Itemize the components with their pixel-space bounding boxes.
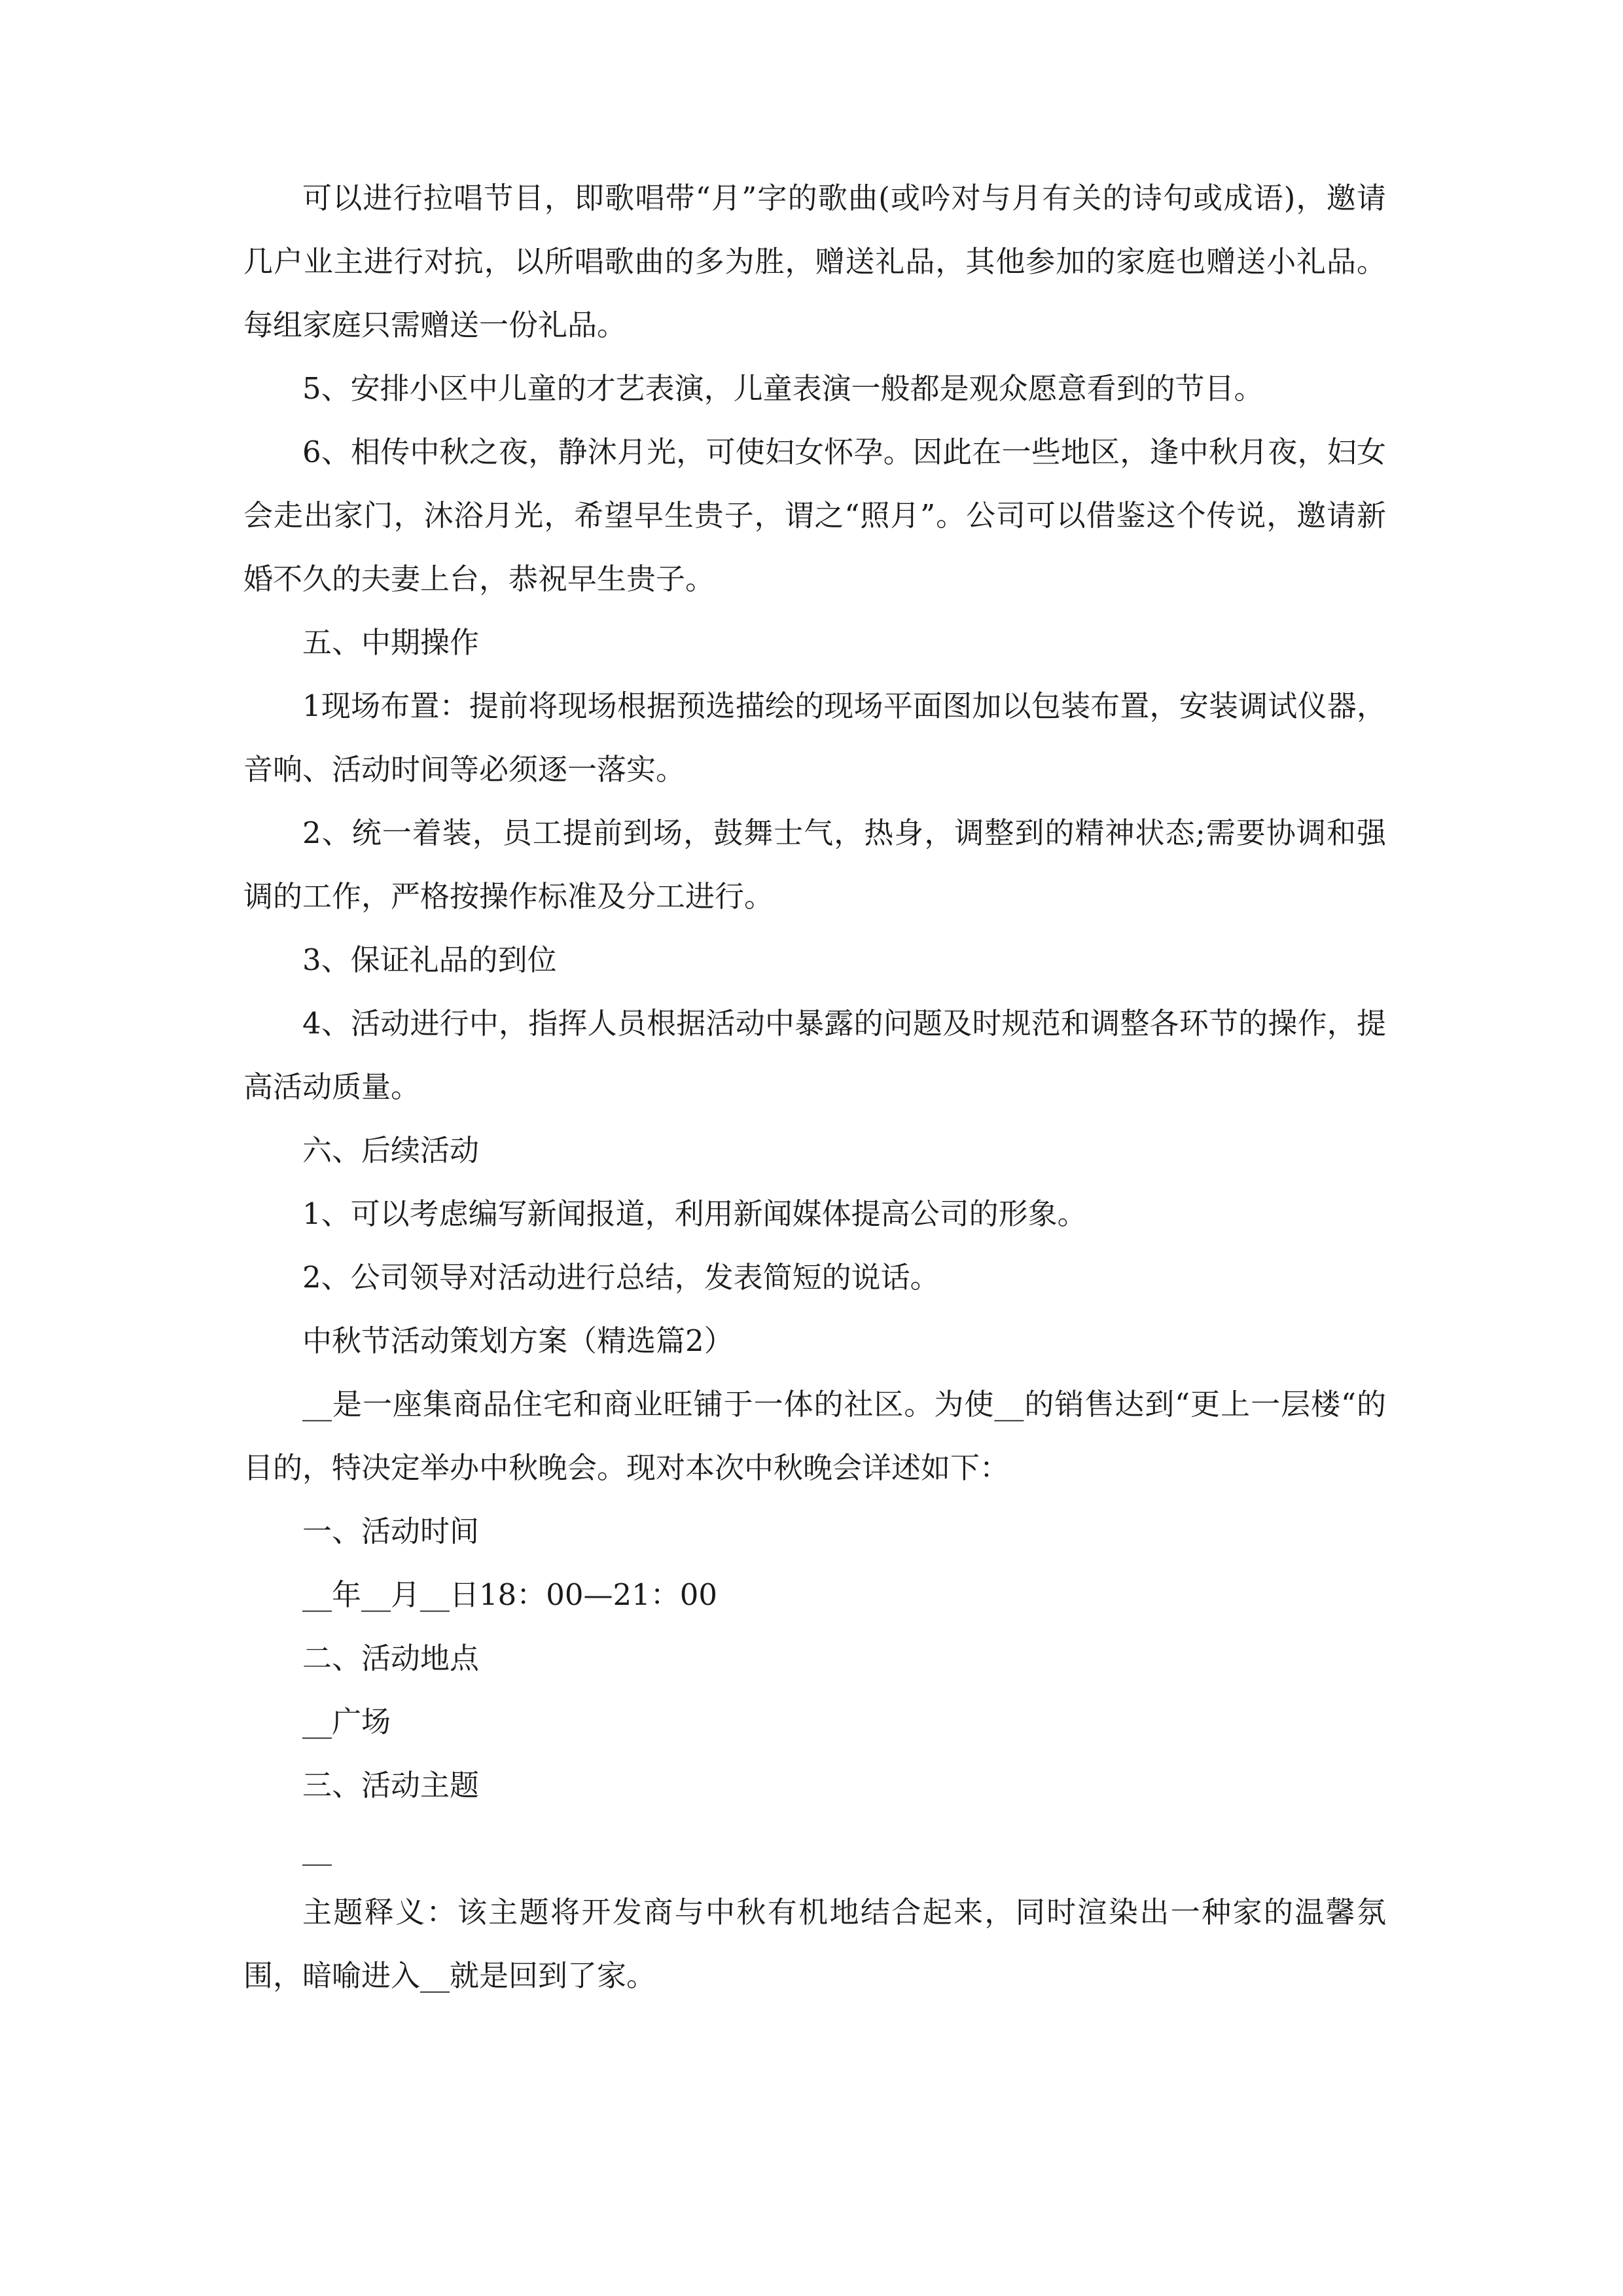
- section-heading: 二、活动地点: [302, 1641, 480, 1676]
- paragraph: 主题释义：该主题将开发商与中秋有机地结合起来，同时渲染出一种家的温馨氛围，暗喻进入__就是回到了家。: [243, 1895, 1386, 1993]
- section-heading: 三、活动主题: [302, 1768, 480, 1803]
- section-heading: 五、中期操作: [302, 625, 480, 660]
- document-body: [243, 166, 1386, 2007]
- document-subtitle: 中秋节活动策划方案（精选篇2）: [302, 1323, 734, 1358]
- paragraph: 5、安排小区中儿童的才艺表演，儿童表演一般都是观众愿意看到的节目。: [302, 371, 1264, 406]
- paragraph: 2、公司领导对活动进行总结，发表简短的说话。: [302, 1260, 940, 1295]
- paragraph: 4、活动进行中，指挥人员根据活动中暴露的问题及时规范和调整各环节的操作，提高活动质量。: [243, 1006, 1386, 1104]
- paragraph: 可以进行拉唱节目，即歌唱带“月”字的歌曲(或吟对与月有关的诗句或成语)，邀请几户业主进行对抗，以所唱歌曲的多为胜，赠送礼品，其他参加的家庭也赠送小礼品。每组家庭只需赠送一份礼品。: [243, 181, 1386, 342]
- paragraph: 2、统一着装，员工提前到场，鼓舞士气，热身，调整到的精神状态;需要协调和强调的工作，严格按操作标准及分工进行。: [243, 816, 1386, 914]
- paragraph: __广场: [302, 1704, 391, 1739]
- section-heading: 六、后续活动: [302, 1133, 480, 1168]
- paragraph: __年__月__日18：00—21：00: [302, 1577, 718, 1612]
- paragraph: 1、可以考虑编写新闻报道，利用新闻媒体提高公司的形象。: [302, 1196, 1087, 1231]
- section-heading: 一、活动时间: [302, 1514, 480, 1549]
- paragraph: 3、保证礼品的到位: [302, 942, 557, 977]
- paragraph: 1现场布置：提前将现场根据预选描绘的现场平面图加以包装布置，安装调试仪器，音响、活动时间等必须逐一落实。: [243, 689, 1386, 787]
- paragraph: 6、相传中秋之夜，静沐月光，可使妇女怀孕。因此在一些地区，逢中秋月夜，妇女会走出家门，沐浴月光，希望早生贵子，谓之“照月”。公司可以借鉴这个传说，邀请新婚不久的夫妻上台，恭祝早生贵子。: [243, 435, 1386, 596]
- paragraph: __: [302, 1831, 332, 1866]
- paragraph: __是一座集商品住宅和商业旺铺于一体的社区。为使__的销售达到“更上一层楼“的目的，特决定举办中秋晚会。现对本次中秋晚会详述如下：: [243, 1387, 1386, 1485]
